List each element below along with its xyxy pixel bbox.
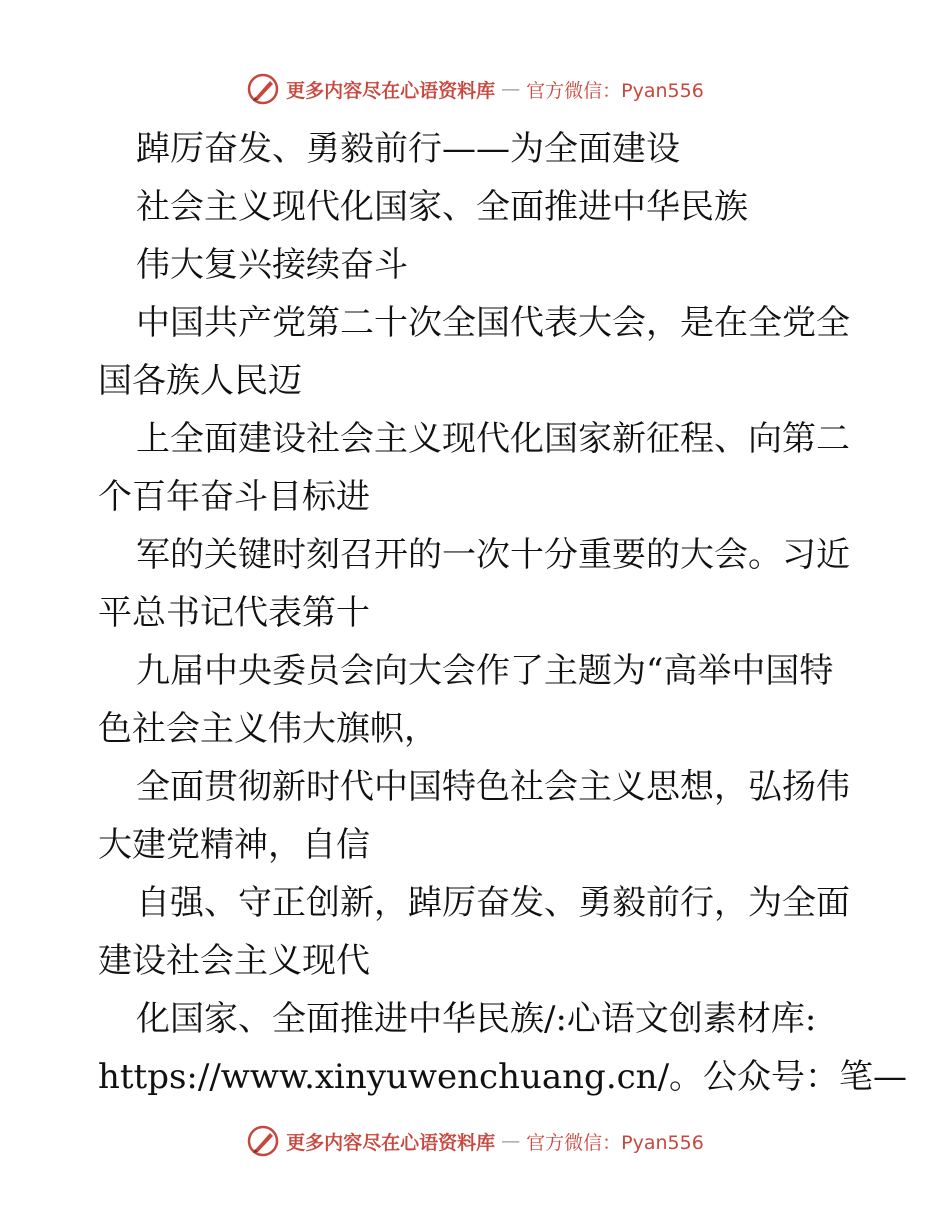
paragraph-line: 九届中央委员会向大会作了主题为“高举中国特 [136,651,834,691]
title-line-3: 伟大复兴接续奋斗 [136,245,408,285]
paragraph-line: 大建党精神，自信 [98,825,370,865]
watermark-dash: — [501,78,521,100]
watermark-dash: — [501,1130,521,1152]
paragraph-line: 建设社会主义现代 [98,941,370,981]
watermark-main-text: 更多内容尽在心语资料库 [286,79,496,102]
paragraph-line: 个百年奋斗目标进 [98,477,370,517]
watermark-wechat-text: 官方微信：Pyan556 [526,79,704,102]
paragraph-line: 中国共产党第二十次全国代表大会，是在全党全 [136,303,850,343]
title-line-2: 社会主义现代化国家、全面推进中华民族 [136,187,748,227]
quill-logo-icon [246,72,280,106]
header-watermark [0,72,950,106]
title-line-1: 踔厉奋发、勇毅前行——为全面建设 [136,129,680,169]
paragraph-line: 色社会主义伟大旗帜， [98,709,438,749]
watermark-main-text: 更多内容尽在心语资料库 [286,1131,496,1154]
watermark-wechat-text: 官方微信：Pyan556 [526,1131,704,1154]
paragraph-line: 自强、守正创新，踔厉奋发、勇毅前行，为全面 [136,883,850,923]
paragraph-line: 化国家、全面推进中华民族/:心语文创素材库: [136,999,817,1039]
document-body [98,120,908,1106]
footer-watermark [0,1124,950,1158]
paragraph-line: 全面贯彻新时代中国特色社会主义思想，弘扬伟 [136,767,850,807]
paragraph-line: 平总书记代表第十 [98,593,370,633]
quill-logo-icon [246,1124,280,1158]
url-line: https://www.xinyuwenchuang.cn/。公众号：笔— [98,1057,908,1097]
paragraph-line: 军的关键时刻召开的一次十分重要的大会。习近 [136,535,850,575]
paragraph-line: 上全面建设社会主义现代化国家新征程、向第二 [136,419,850,459]
paragraph-line: 国各族人民迈 [98,361,302,401]
